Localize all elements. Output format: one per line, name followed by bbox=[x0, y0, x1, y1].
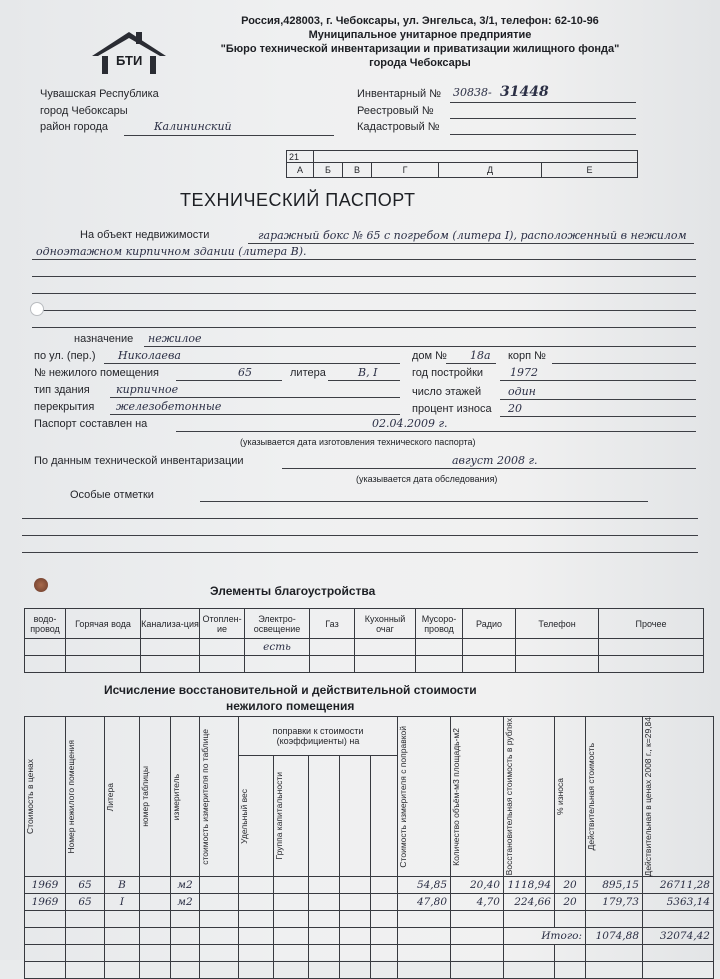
premises-value: 65 bbox=[238, 366, 252, 379]
building-label: корп № bbox=[508, 350, 546, 362]
cost-h6: Удельный вес bbox=[239, 788, 249, 844]
code-v: В bbox=[343, 163, 372, 178]
ceiling-value: железобетонные bbox=[116, 400, 222, 413]
total-actual: 1074,88 bbox=[586, 928, 643, 945]
street-value: Николаева bbox=[118, 349, 181, 362]
premises-label: № нежилого помещения bbox=[34, 367, 160, 379]
compiled-value: 02.04.2009 г. bbox=[372, 417, 448, 430]
amen-h4: Электро-освещение bbox=[245, 609, 310, 639]
cost-group-header: поправки к стоимости (коэффициенты) на bbox=[239, 717, 398, 756]
purpose-label: назначение bbox=[74, 333, 134, 345]
object-line2: одноэтажном кирпичном здании (литера В). bbox=[36, 245, 307, 258]
code-a: А bbox=[287, 163, 314, 178]
logo-text: БТИ bbox=[116, 53, 143, 68]
cost-h12: Действительная стоимость bbox=[586, 743, 596, 851]
amenities-title: Элементы благоустройства bbox=[210, 584, 376, 598]
inventory-data-note: (указывается дата обследования) bbox=[356, 474, 498, 484]
amen-h6: Кухонный очаг bbox=[355, 609, 416, 639]
amen-h3: Отоплен-ие bbox=[200, 609, 245, 639]
inventory-data-value: август 2008 г. bbox=[452, 454, 538, 467]
republic: Чувашская Республика bbox=[40, 88, 159, 100]
cost-h11: % износа bbox=[555, 778, 565, 816]
amen-h1: Горячая вода bbox=[66, 609, 141, 639]
litera-label: литера bbox=[290, 367, 326, 379]
compiled-label: Паспорт составлен на bbox=[34, 418, 148, 430]
house-value: 18а bbox=[470, 349, 491, 362]
year-value: 1972 bbox=[510, 366, 538, 379]
purpose-value: нежилое bbox=[148, 332, 202, 345]
cost-row: 1969 65 I м2 47,80 4,70 224,66 20 179,73 5363,14 bbox=[25, 894, 714, 911]
house-label: дом № bbox=[412, 350, 447, 362]
object-line1: гаражный бокс № 65 с погребом (литера I), расположенный в нежилом bbox=[258, 229, 687, 242]
cost-h0: Стоимость в ценах bbox=[25, 759, 35, 835]
city: город Чебоксары bbox=[40, 105, 128, 117]
cost-h7: Группа капитальности bbox=[274, 772, 284, 860]
compiled-note: (указывается дата изготовления технического паспорта) bbox=[240, 437, 476, 447]
inventory-value-hand: 31448 bbox=[500, 84, 549, 100]
amen-h2: Канализа-ция bbox=[141, 609, 200, 639]
object-label: На объект недвижимости bbox=[80, 229, 210, 241]
cost-title-2: нежилого помещения bbox=[226, 699, 355, 713]
floors-label: число этажей bbox=[412, 386, 482, 398]
cost-h2: Литера bbox=[105, 782, 115, 811]
amen-h9: Телефон bbox=[516, 609, 599, 639]
district-value: Калининский bbox=[154, 120, 232, 133]
special-label: Особые отметки bbox=[70, 489, 154, 501]
inventory-label: Инвентарный № bbox=[357, 88, 442, 100]
amen-h8: Радио bbox=[463, 609, 516, 639]
total-label: Итого: bbox=[504, 928, 586, 945]
ceiling-label: перекрытия bbox=[34, 401, 95, 413]
cost-table bbox=[24, 716, 714, 979]
amen-h7: Мусоро-провод bbox=[416, 609, 463, 639]
header-city: города Чебоксары bbox=[369, 57, 471, 69]
street-label: по ул. (пер.) bbox=[34, 350, 96, 362]
amen-h10: Прочее bbox=[599, 609, 704, 639]
wear-value: 20 bbox=[508, 402, 522, 415]
cost-total-row bbox=[25, 928, 714, 945]
code-d: Д bbox=[439, 163, 542, 178]
cadastral-label: Кадастровый № bbox=[357, 121, 440, 133]
header-org-name: "Бюро технической инвентаризации и приватизации жилищного фонда" bbox=[220, 43, 620, 55]
cost-h5: стоимость измерителя по таблице bbox=[200, 728, 210, 865]
code-b: Б bbox=[314, 163, 343, 178]
header-address: Россия,428003, г. Чебоксары, ул. Энгельса, 3/1, телефон: 62-10-96 bbox=[241, 15, 599, 27]
district-label: район города bbox=[40, 121, 109, 133]
registry-label: Реестровый № bbox=[357, 105, 434, 117]
wear-label: процент износа bbox=[412, 403, 492, 415]
cost-row: 1969 65 В м2 54,85 20,40 1118,94 20 895,15 26711,28 bbox=[25, 877, 714, 894]
amen-h0: водо-провод bbox=[25, 609, 66, 639]
header-org-type: Муниципальное унитарное предприятие bbox=[308, 29, 532, 41]
cost-title-1: Исчисление восстановительной и действительной стоимости bbox=[104, 683, 477, 697]
type-label: тип здания bbox=[34, 384, 90, 396]
code-top: 21 bbox=[287, 151, 314, 163]
code-e: Е bbox=[542, 163, 638, 178]
litera-value: В, I bbox=[358, 366, 378, 379]
amen-v4: есть bbox=[245, 639, 310, 656]
cost-h1: Номер нежилого помещения bbox=[66, 739, 76, 854]
cost-h3: номер таблицы bbox=[140, 766, 150, 828]
cost-h8: Стоимость измерителя с поправкой bbox=[398, 725, 408, 868]
amenities-table bbox=[24, 608, 704, 673]
type-value: кирпичное bbox=[116, 383, 179, 396]
punch-hole bbox=[30, 302, 44, 316]
page-title: ТЕХНИЧЕСКИЙ ПАСПОРТ bbox=[180, 190, 416, 210]
floors-value: один bbox=[508, 385, 536, 398]
inventory-value: 30838- bbox=[453, 86, 492, 99]
cost-h10: Восстановительная стоимость в рублях bbox=[504, 718, 514, 876]
year-label: год постройки bbox=[412, 367, 484, 379]
inventory-data-label: По данным технической инвентаризации bbox=[34, 455, 244, 467]
cost-h9: Количество объём-м3 площадь-м2 bbox=[451, 727, 461, 866]
cost-h13: Действительная в ценах 2008 г., к=29,84 bbox=[643, 717, 653, 877]
code-g: Г bbox=[372, 163, 439, 178]
code-table bbox=[286, 150, 638, 178]
cost-h4: измеритель bbox=[171, 773, 181, 820]
rust-mark bbox=[34, 578, 48, 592]
amen-h5: Газ bbox=[310, 609, 355, 639]
total-actual-2008: 32074,42 bbox=[643, 928, 714, 945]
